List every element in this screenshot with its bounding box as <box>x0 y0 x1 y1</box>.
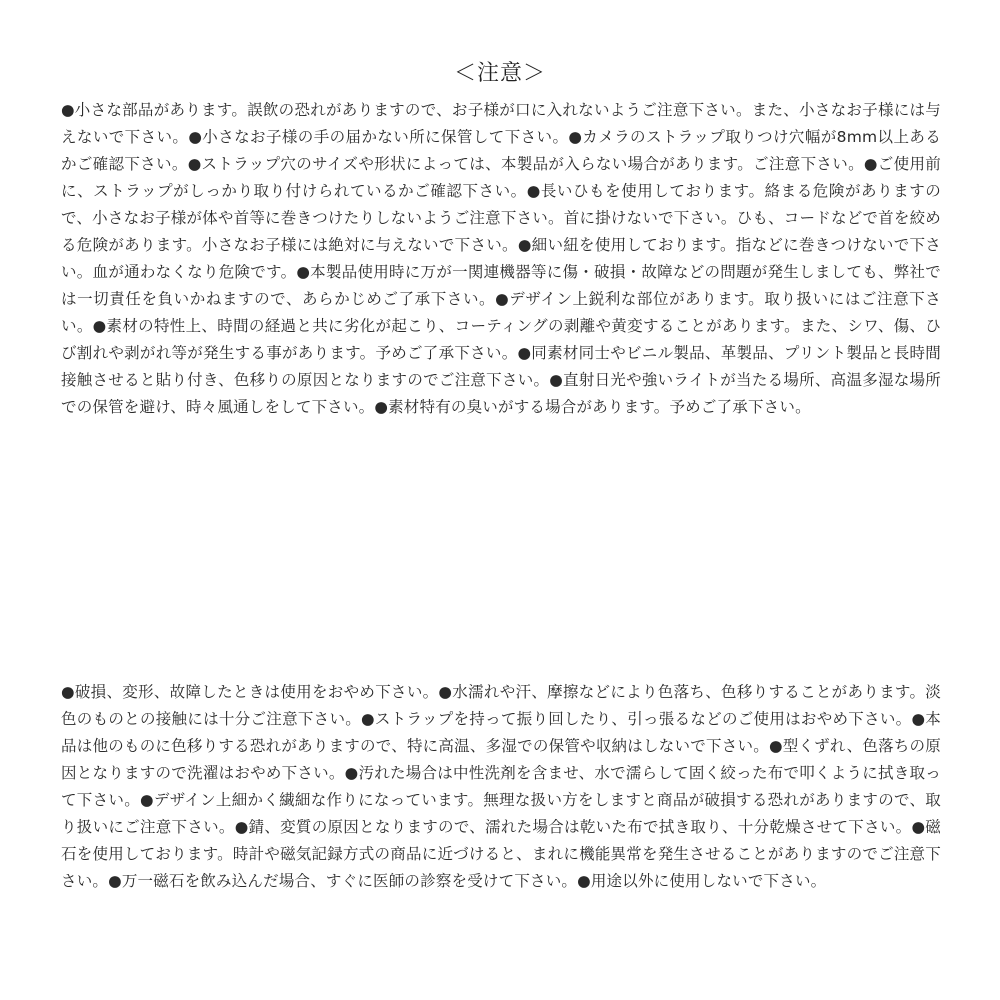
caution-text-bottom: ●破損、変形、故障したときは使用をおやめ下さい。●水濡れや汗、摩擦などにより色落ち、色移りすることがあります。淡色のものとの接触には十分ご注意下さい。●ストラップを持って振り回したり、引っ張るなどのご使用はおやめ下さい。●本品は他のものに色移りする恐れがありますので、特に高温、多湿での保管や収納はしないで下さい。●型くずれ、色落ちの原因となりますので洗濯はおやめ下さい。●汚れた場合は中性洗剤を含ませ、水で濡らして固く絞った布で叩くように拭き取って下さい。●デザイン上細かく繊細な作りになっています。無理な扱い方をしますと商品が破損する恐れがありますので、取り扱いにご注意下さい。●錆、変質の原因となりますので、濡れた場合は乾いた布で拭き取り、十分乾燥させて下さい。●磁石を使用しております。時計や磁気記録方式の商品に近づけると、まれに機能異常を発生させることがありますのでご注意下さい。●万一磁石を飲み込んだ場合、すぐに医師の診察を受けて下さい。●用途以外に使用しないで下さい。 <box>61 683 941 890</box>
caution-text-top: ●小さな部品があります。誤飲の恐れがありますので、お子様が口に入れないようご注意下さい。また、小さなお子様には与えないで下さい。●小さなお子様の手の届かない所に保管して下さい。●カメラのストラップ取りつけ穴幅が8mm以上あるかご確認下さい。●ストラップ穴のサイズや形状によっては、本製品が入らない場合があります。ご注意下さい。●ご使用前に、ストラップがしっかり取り付けられているかご確認下さい。●長いひもを使用しております。絡まる危険がありますので、小さなお子様が体や首等に巻きつけたりしないようご注意下さい。首に掛けないで下さい。ひも、コードなどで首を絞める危険があります。小さなお子様には絶対に与えないで下さい。●細い紐を使用しております。指などに巻きつけないで下さい。血が通わなくなり危険です。●本製品使用時に万が一関連機器等に傷・破損・故障などの問題が発生しましても、弊社では一切責任を負いかねますので、あらかじめご了承下さい。●デザイン上鋭利な部位があります。取り扱いにはご注意下さい。●素材の特性上、時間の経過と共に劣化が起こり、コーティングの剥離や黄変することがあります。また、シワ、傷、ひび割れや剥がれ等が発生する事があります。予めご了承下さい。●同素材同士やビニル製品、革製品、プリント製品と長時間接触させると貼り付き、色移りの原因となりますのでご注意下さい。●直射日光や強いライトが当たる場所、高温多湿な場所での保管を避け、時々風通しをして下さい。●素材特有の臭いがする場合があります。予めご了承下さい。 <box>61 101 941 416</box>
page-title: ＜注意＞ <box>453 61 546 86</box>
